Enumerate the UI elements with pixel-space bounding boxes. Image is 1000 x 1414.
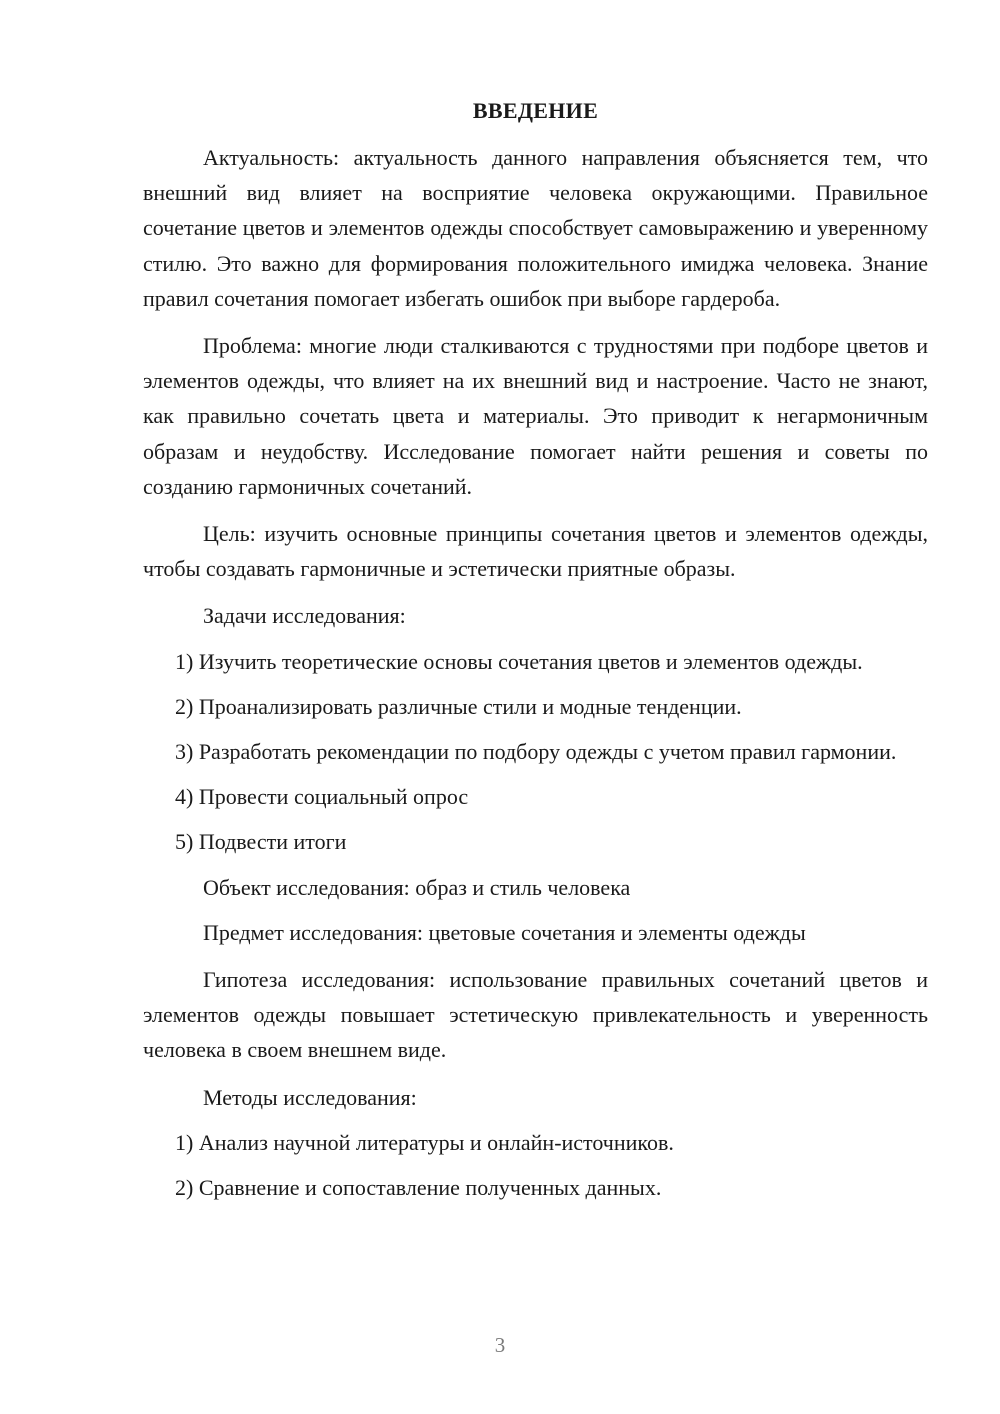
task-item-1: 1) Изучить теоретические основы сочетания цветов и элементов одежды.: [175, 648, 863, 674]
task-item-2: 2) Проанализировать различные стили и модные тенденции.: [175, 693, 742, 719]
page-number: 3: [494, 1333, 506, 1357]
task-item-3: 3) Разработать рекомендации по подбору одежды с учетом правил гармонии.: [175, 739, 897, 765]
relevance-paragraph: Актуальность: актуальность данного направления объясняется тем, что внешний вид влияет на восприятие человека окружающими. Правильное сочетание цветов и элементов одежды способствует самовыражению и уверенному стилю. Это важно для формирования положительного имиджа человека. Знание правил сочетания помогает избегать ошибок при выборе гардероба.: [143, 145, 928, 311]
task-item-5: 5) Подвести итоги: [175, 829, 347, 855]
goal-paragraph: Цель: изучить основные принципы сочетания цветов и элементов одежды, чтобы создавать гармоничные и эстетически приятные образы.: [143, 521, 928, 582]
problem-paragraph: Проблема: многие люди сталкиваются с трудностями при подборе цветов и элементов одежды, что влияет на их внешний вид и настроение. Часто не знают, как правильно сочетать цвета и материалы. Это приводит к негармоничным образам и неудобству. Исследование помогает найти решения и советы по созданию гармоничных сочетаний.: [143, 333, 928, 499]
tasks-heading: Задачи исследования:: [203, 603, 406, 629]
hypothesis-paragraph: Гипотеза исследования: использование правильных сочетаний цветов и элементов одежды повышает эстетическую привлекательность и уверенность человека в своем внешнем виде.: [143, 967, 928, 1063]
object-paragraph: Объект исследования: образ и стиль человека: [203, 874, 631, 900]
task-item-4: 4) Провести социальный опрос: [175, 784, 469, 810]
method-item-1: 1) Анализ научной литературы и онлайн-источников.: [175, 1129, 674, 1155]
section-title: ВВЕДЕНИЕ: [472, 98, 599, 123]
document-body: [143, 96, 928, 1215]
methods-heading: Методы исследования:: [203, 1084, 417, 1110]
subject-paragraph: Предмет исследования: цветовые сочетания и элементы одежды: [203, 919, 806, 945]
method-item-2: 2) Сравнение и сопоставление полученных данных.: [175, 1175, 662, 1201]
